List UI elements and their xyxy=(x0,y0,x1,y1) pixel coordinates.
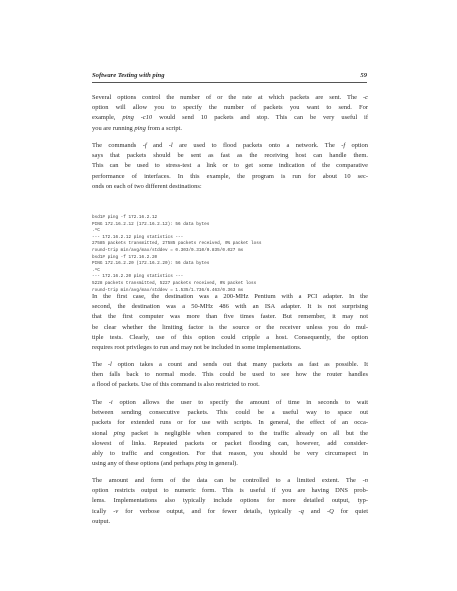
text-run: sional xyxy=(92,429,114,437)
code-line: bsd1# ping -f 172.16.2.12 xyxy=(92,215,158,220)
italic-term: ping xyxy=(134,124,146,132)
italic-term: ping xyxy=(195,460,207,468)
code-line: 5228 packets transmitted, 5227 packets received, 0% packet loss xyxy=(92,280,257,286)
text-run: onds on each of two different destinations: xyxy=(92,182,202,190)
italic-term: -c xyxy=(362,94,368,101)
text-run: that the first computer was more than five times faster. But remember, it may not xyxy=(92,313,368,321)
text-run: packets for extended runs or for use with scripts. In general, the effect of an occa- xyxy=(92,419,368,427)
text-run: The commands xyxy=(92,142,143,149)
text-run: you are running xyxy=(92,124,135,132)
text-run: ably to traffic and congestion. For that reason, you should be very circumspect in xyxy=(92,450,368,458)
text-line xyxy=(92,429,368,439)
text-run: The xyxy=(92,399,109,406)
code-line: --- 172.16.2.12 ping statistics --- xyxy=(92,234,184,240)
italic-term: -l xyxy=(107,361,112,368)
text-run: a flood of packets. Use of this command is also restricted to root. xyxy=(92,381,260,389)
code-line: PING 172.16.2.12 (172.16.2.12): 56 data bytes xyxy=(92,221,210,227)
code-line: bsd1# ping -f 172.16.2.20 xyxy=(92,254,158,260)
italic-term: -f xyxy=(341,142,346,149)
text-run: option takes a count and sends out that many packets as fast as possible. It xyxy=(111,361,368,368)
text-line xyxy=(92,360,368,370)
italic-term: -l xyxy=(168,142,173,149)
text-run: says that packets should be sent as fast as the receiving host can handle them. xyxy=(92,152,368,160)
text-line xyxy=(92,343,368,353)
paragraph-packet-count xyxy=(92,93,368,134)
text-run: option allows the user to specify the amount of time in seconds to wait xyxy=(112,399,369,406)
text-line xyxy=(92,161,368,171)
italic-term: -Q xyxy=(326,507,334,515)
italic-term: ping -c10 xyxy=(122,114,153,122)
page-number: 59 xyxy=(360,72,367,79)
text-line xyxy=(92,141,368,151)
italic-term: ping xyxy=(113,429,126,437)
text-line xyxy=(92,507,368,517)
paragraph-flood-results xyxy=(92,292,368,353)
text-run: second, the destination was a 50-MHz 486 with an ISA adapter. It is not surprising xyxy=(92,303,368,311)
text-line xyxy=(92,398,368,408)
text-run: are used to flood packets onto a network. The xyxy=(172,142,342,149)
text-run: ically xyxy=(92,507,114,515)
italic-term: -i xyxy=(108,399,113,406)
text-run: This can be used to stress-test a link or to get some indication of the comparative xyxy=(92,162,368,170)
paragraph-i-option xyxy=(92,398,368,469)
text-run: would send 10 packets and stop. This can be very useful if xyxy=(152,114,368,122)
text-run: Several options control the number of or the rate at which packets are sent. The xyxy=(92,94,363,101)
text-line xyxy=(92,418,368,428)
text-run: for quiet xyxy=(333,507,368,515)
text-line xyxy=(92,172,368,182)
text-line xyxy=(92,333,368,343)
code-line: round-trip min/avg/max/stddev = 1.535/1.736/6.463/0.363 ms xyxy=(92,287,244,293)
text-run: The amount and form of the data can be controlled to a limited extent. The xyxy=(92,477,363,484)
paragraph-flood-options xyxy=(92,141,368,192)
text-line xyxy=(92,439,368,449)
text-run: using any of these options (and perhaps xyxy=(92,460,196,468)
text-run: from a script. xyxy=(145,124,182,132)
text-line xyxy=(92,517,368,527)
code-line: --- 172.16.2.20 ping statistics --- xyxy=(92,274,184,280)
italic-term: -n xyxy=(362,477,368,484)
text-line xyxy=(92,370,368,380)
italic-term: -f xyxy=(142,142,147,149)
text-line xyxy=(92,486,368,496)
running-header xyxy=(92,71,367,83)
text-run: and xyxy=(146,142,169,149)
text-run: then falls back to normal mode. This could be used to see how the router handles xyxy=(92,371,368,379)
text-line xyxy=(92,302,368,312)
text-line xyxy=(92,323,368,333)
text-line xyxy=(92,312,368,322)
text-run: option xyxy=(345,142,368,149)
text-run: be clear whether the limiting factor is the source or the receiver unless you do mul- xyxy=(92,323,368,331)
text-line xyxy=(92,476,368,486)
code-line: round-trip min/avg/max/stddev = 0.303/0.310/0.835/0.027 ms xyxy=(92,247,244,253)
code-line: .^C xyxy=(92,267,100,273)
text-line xyxy=(92,113,368,123)
code-line: .^C xyxy=(92,228,100,234)
code-line: PING 172.16.2.20 (172.16.2.20): 56 data bytes xyxy=(92,261,210,267)
text-line xyxy=(92,496,368,506)
text-line xyxy=(92,380,368,390)
code-block-ping-flood xyxy=(92,215,368,294)
code-line: 27585 packets transmitted, 27585 packets received, 0% packet loss xyxy=(92,241,262,247)
text-run: In the first case, the destination was a 200-MHz Pentium with a PCI adapter. In the xyxy=(92,293,368,300)
text-run: tiple tests. Clearly, use of this option could cripple a host. Consequently, the option xyxy=(92,333,368,341)
text-line xyxy=(92,93,368,103)
text-run: performance of interfaces. In this example, the program is run for about 10 sec- xyxy=(92,172,368,180)
text-run: in general). xyxy=(206,460,238,468)
text-run: requires root privileges to run and may not be included in some implementations. xyxy=(92,344,302,352)
text-line xyxy=(92,292,368,302)
paragraph-l-option xyxy=(92,360,368,391)
text-run: The xyxy=(92,361,108,368)
text-run: for verbose output, and for fewer details, typically xyxy=(118,507,299,515)
text-run: packet is negligible when compared to the traffic already on all but the xyxy=(125,429,368,437)
text-line xyxy=(92,151,368,161)
text-run: option will allow you to specify the number of packets you want to send. For xyxy=(92,104,368,112)
text-line xyxy=(92,103,368,113)
italic-term: -q xyxy=(298,507,304,515)
text-run: option restricts output to numeric form. This is useful if you are having DNS prob- xyxy=(92,487,368,495)
text-run: example, xyxy=(92,114,123,122)
text-line xyxy=(92,449,368,459)
text-line xyxy=(92,408,368,418)
italic-term: -v xyxy=(113,507,119,515)
text-run: output. xyxy=(92,517,111,525)
text-line xyxy=(92,124,368,134)
text-line xyxy=(92,459,368,469)
running-title: Software Testing with ping xyxy=(92,72,165,79)
paragraph-output-options xyxy=(92,476,368,527)
text-run: slowest of links. Repeated packets or packet flooding can, however, add consider- xyxy=(92,439,368,447)
text-run: and xyxy=(303,507,327,515)
text-line xyxy=(92,182,368,192)
text-run: lems. Implementations also typically include options for more detailed output, typ- xyxy=(92,497,368,505)
text-run: between sending consecutive packets. This could be a useful way to space out xyxy=(92,409,368,417)
